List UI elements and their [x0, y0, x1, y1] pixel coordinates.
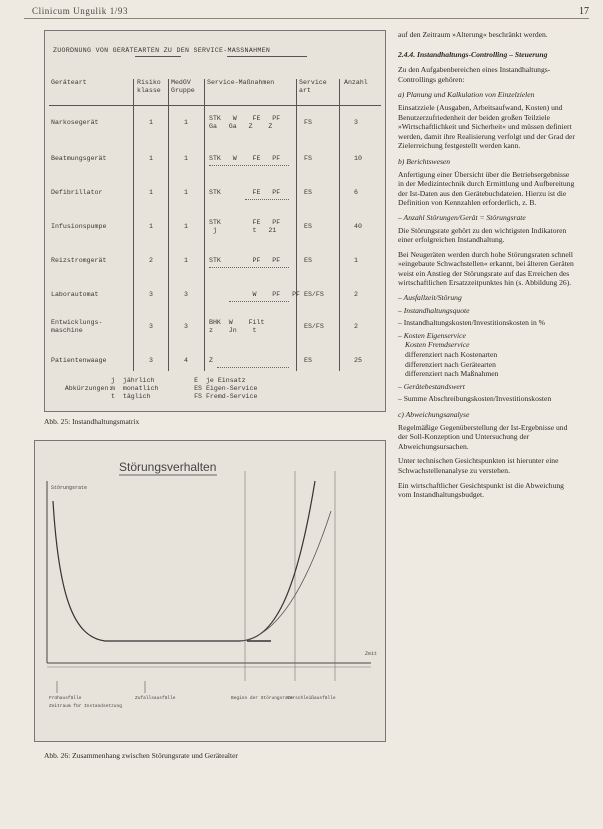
legend-label: Abkürzungen: — [64, 385, 113, 392]
table-row-count: 2 — [354, 291, 358, 298]
annotation-early-failures: Frühausfälle — [49, 696, 82, 701]
annotation-repair-period: Zeitraum für Instandsetzung — [49, 704, 122, 709]
table-row-service: ES — [304, 257, 312, 264]
table-row-service: FS — [304, 119, 312, 126]
list-item: – Instandhaltungsquote — [398, 305, 470, 315]
table-row-risk: 3 — [149, 323, 153, 330]
table-row-count: 25 — [354, 357, 362, 364]
list-item-sub: Kosten Fremdservice — [405, 340, 470, 350]
table-row-risk: 1 — [149, 119, 153, 126]
table-row-medgv: 1 — [184, 189, 188, 196]
annotation-rate-start: Beginn der Störungsrate — [231, 696, 294, 701]
table-title: ZUORDNUNG VON GERÄTEARTEN ZU DEN SERVICE-MASSNAHMEN — [53, 47, 271, 54]
column-divider — [133, 79, 134, 371]
table-row-measures: W PF PF — [209, 291, 301, 298]
table-row-measures: STK W FE PF — [209, 155, 281, 162]
table-row-count: 40 — [354, 223, 362, 230]
col-header-measures: Service-Maßnahmen — [207, 79, 275, 86]
chart-caption: Abb. 26: Zusammenhang zwischen Störungsrate und Gerätealter — [44, 751, 238, 760]
table-row-device: Defibrillator — [51, 189, 103, 196]
table-row-medgv: 4 — [184, 357, 188, 364]
legend-line: j jährlich E je Einsatz — [111, 377, 246, 384]
paragraph: Anfertigung einer Übersicht über die Betriebsergebnisse in der Medizintechnik durch Ermittlung und Aufbereitung der Ist-Daten aus den Gerätebuchdateien. Hierzu ist die Definition von Kennzahlen erforderlich, z. B. — [398, 169, 575, 208]
col-header-medgv: MedGV Gruppe — [171, 79, 195, 94]
paragraph: Regelmäßige Gegenüberstellung der Ist-Ergebnisse und der Soll-Konzeption und Untersuchung der Abweichungsursachen. — [398, 422, 568, 451]
list-item: – Ausfallzeit/Störung — [398, 293, 462, 303]
table-row-medgv: 3 — [184, 291, 188, 298]
dotted-rule — [209, 267, 289, 268]
column-divider — [339, 79, 340, 371]
annotation-random-failures: Zufallsausfälle — [135, 696, 176, 701]
paragraph: Unter technischen Gesichtspunkten ist hierunter eine Schwachstellenanalyse zu verstehen. — [398, 456, 559, 475]
failure-behaviour-figure — [34, 440, 386, 742]
col-header-service: Service art — [299, 79, 327, 94]
list-item-sub: differenziert nach Gerätearten — [405, 359, 496, 369]
table-row-device: Entwicklungs- maschine — [51, 319, 103, 334]
table-row-count: 6 — [354, 189, 358, 196]
table-row-risk: 1 — [149, 189, 153, 196]
subheading: b) Berichtswesen — [398, 156, 451, 166]
dotted-rule — [229, 301, 289, 302]
table-row-measures: BHK W Filt — [209, 319, 265, 326]
column-divider — [296, 79, 297, 371]
table-row-measures: STK FE PF — [209, 219, 281, 226]
table-row-service: ES — [304, 223, 312, 230]
table-row-measures: Z — [209, 357, 213, 364]
chart-title: Störungsverhalten — [119, 460, 217, 474]
list-item: – Gerätebestandswert — [398, 381, 465, 391]
paragraph: Zu den Aufgabenbereichen eines Instandhaltungs-Controllings gehören: — [398, 65, 551, 84]
wear-curve — [241, 511, 331, 641]
table-row-device: Beatmungsgerät — [51, 155, 107, 162]
list-item: – Anzahl Störungen/Gerät = Störungsrate — [398, 212, 526, 222]
body-text-column — [398, 30, 576, 505]
table-row-medgv: 3 — [184, 323, 188, 330]
paragraph: Ein wirtschaftlicher Gesichtspunkt ist die Abweichung vom Instandhaltungsbudget. — [398, 480, 564, 500]
col-header-device: Geräteart — [51, 79, 87, 86]
title-underline — [135, 56, 181, 57]
paragraph: Die Störungsrate gehört zu den wichtigsten Indikatoren einer erfolgreichen Instandhaltung. — [398, 225, 567, 245]
table-row-measures: STK FE PF — [209, 189, 281, 196]
table-row-measures: STK W FE PF — [209, 115, 281, 122]
list-item: – Instandhaltungskosten/Investitionskosten in % — [398, 318, 546, 328]
list-item: – Summe Abschreibungskosten/Investitionskosten — [398, 394, 552, 404]
dotted-rule — [217, 367, 289, 368]
running-head: Clinicum Ungulik 1/93 — [32, 6, 129, 16]
header-rule — [49, 105, 381, 106]
table-row-risk: 1 — [149, 223, 153, 230]
column-divider — [204, 79, 205, 371]
table-row-risk: 2 — [149, 257, 153, 264]
title-underline — [227, 56, 307, 57]
col-header-risk: Risiko klasse — [137, 79, 161, 94]
table-row-device: Patientenwaage — [51, 357, 107, 364]
table-row-device: Narkosegerät — [51, 119, 99, 126]
col-header-count: Anzahl — [344, 79, 368, 86]
failure-rate-curve — [53, 481, 315, 641]
dotted-rule — [209, 165, 289, 166]
table-row-measures-interval: j t 21 — [209, 227, 277, 234]
legend-line: m monatlich ES Eigen-Service — [111, 385, 258, 392]
list-item-sub: differenziert nach Maßnahmen — [405, 369, 499, 379]
table-row-measures-interval: z Jn t — [209, 327, 257, 334]
table-row-service: ES — [304, 189, 312, 196]
section-heading: 2.4.4. Instandhaltungs-Controlling – Steuerung — [398, 49, 548, 59]
table-caption: Abb. 25: Instandhaltungsmatrix — [44, 417, 140, 426]
table-row-device: Reizstromgerät — [51, 257, 107, 264]
table-row-device: Infusionspumpe — [51, 223, 107, 230]
y-axis-label: Störungsrate — [51, 485, 88, 491]
paragraph: auf den Zeitraum »Alterung« beschränkt werden. — [398, 30, 548, 39]
paragraph: Bei Neugeräten werden durch hohe Störungsraten schnell »eingebaute Schwachstellen« erkannt, bei älteren Geräten weist ein Anstieg der Störungsrate auf das Erreichen des wirtschaftlichen Ersatzzeitpunktes hin (s. Abbildung 26). — [398, 249, 574, 288]
table-row-service: ES — [304, 357, 312, 364]
table-row-risk: 3 — [149, 291, 153, 298]
table-row-service: ES/FS — [304, 291, 324, 298]
table-row-count: 10 — [354, 155, 362, 162]
table-row-risk: 3 — [149, 357, 153, 364]
header-rule — [24, 18, 589, 19]
table-row-medgv: 1 — [184, 155, 188, 162]
table-row-measures-interval: Ga Ga Z Z — [209, 123, 273, 130]
table-row-medgv: 1 — [184, 119, 188, 126]
table-row-medgv: 1 — [184, 257, 188, 264]
maintenance-matrix-figure — [44, 30, 386, 412]
subheading: c) Abweichungsanalyse — [398, 410, 470, 419]
failure-rate-chart — [35, 441, 385, 741]
paragraph: Einsatzziele (Ausgaben, Arbeitsaufwand, Kosten) und Benutzerzufriedenheit der beiden großen Teilziele »Wirtschaftlichkeit und Sicherheit« und müssen definiert werden, damit ihre Realisierung verfolgt und der Grad der Zielerreichung festgestellt werden kann. — [398, 102, 575, 151]
page-number: 17 — [579, 6, 589, 17]
list-item-sub: differenziert nach Kostenarten — [405, 350, 498, 360]
subheading: a) Planung und Kalkulation von Einzelzielen — [398, 90, 535, 100]
list-item: – Kosten Eigenservice — [398, 330, 466, 340]
table-row-risk: 1 — [149, 155, 153, 162]
table-row-measures: STK PF PF — [209, 257, 281, 264]
table-row-medgv: 1 — [184, 223, 188, 230]
table-row-count: 2 — [354, 323, 358, 330]
dotted-rule — [245, 199, 289, 200]
column-divider — [168, 79, 169, 371]
table-row-service: FS — [304, 155, 312, 162]
x-axis-label: Zeit — [365, 651, 378, 657]
table-row-service: ES/FS — [304, 323, 324, 330]
table-row-count: 1 — [354, 257, 358, 264]
legend-line: t täglich FS Fremd-Service — [111, 393, 258, 400]
annotation-wear-failures: Verschleißausfälle — [287, 696, 336, 701]
table-row-count: 3 — [354, 119, 358, 126]
table-row-device: Laborautomat — [51, 291, 99, 298]
